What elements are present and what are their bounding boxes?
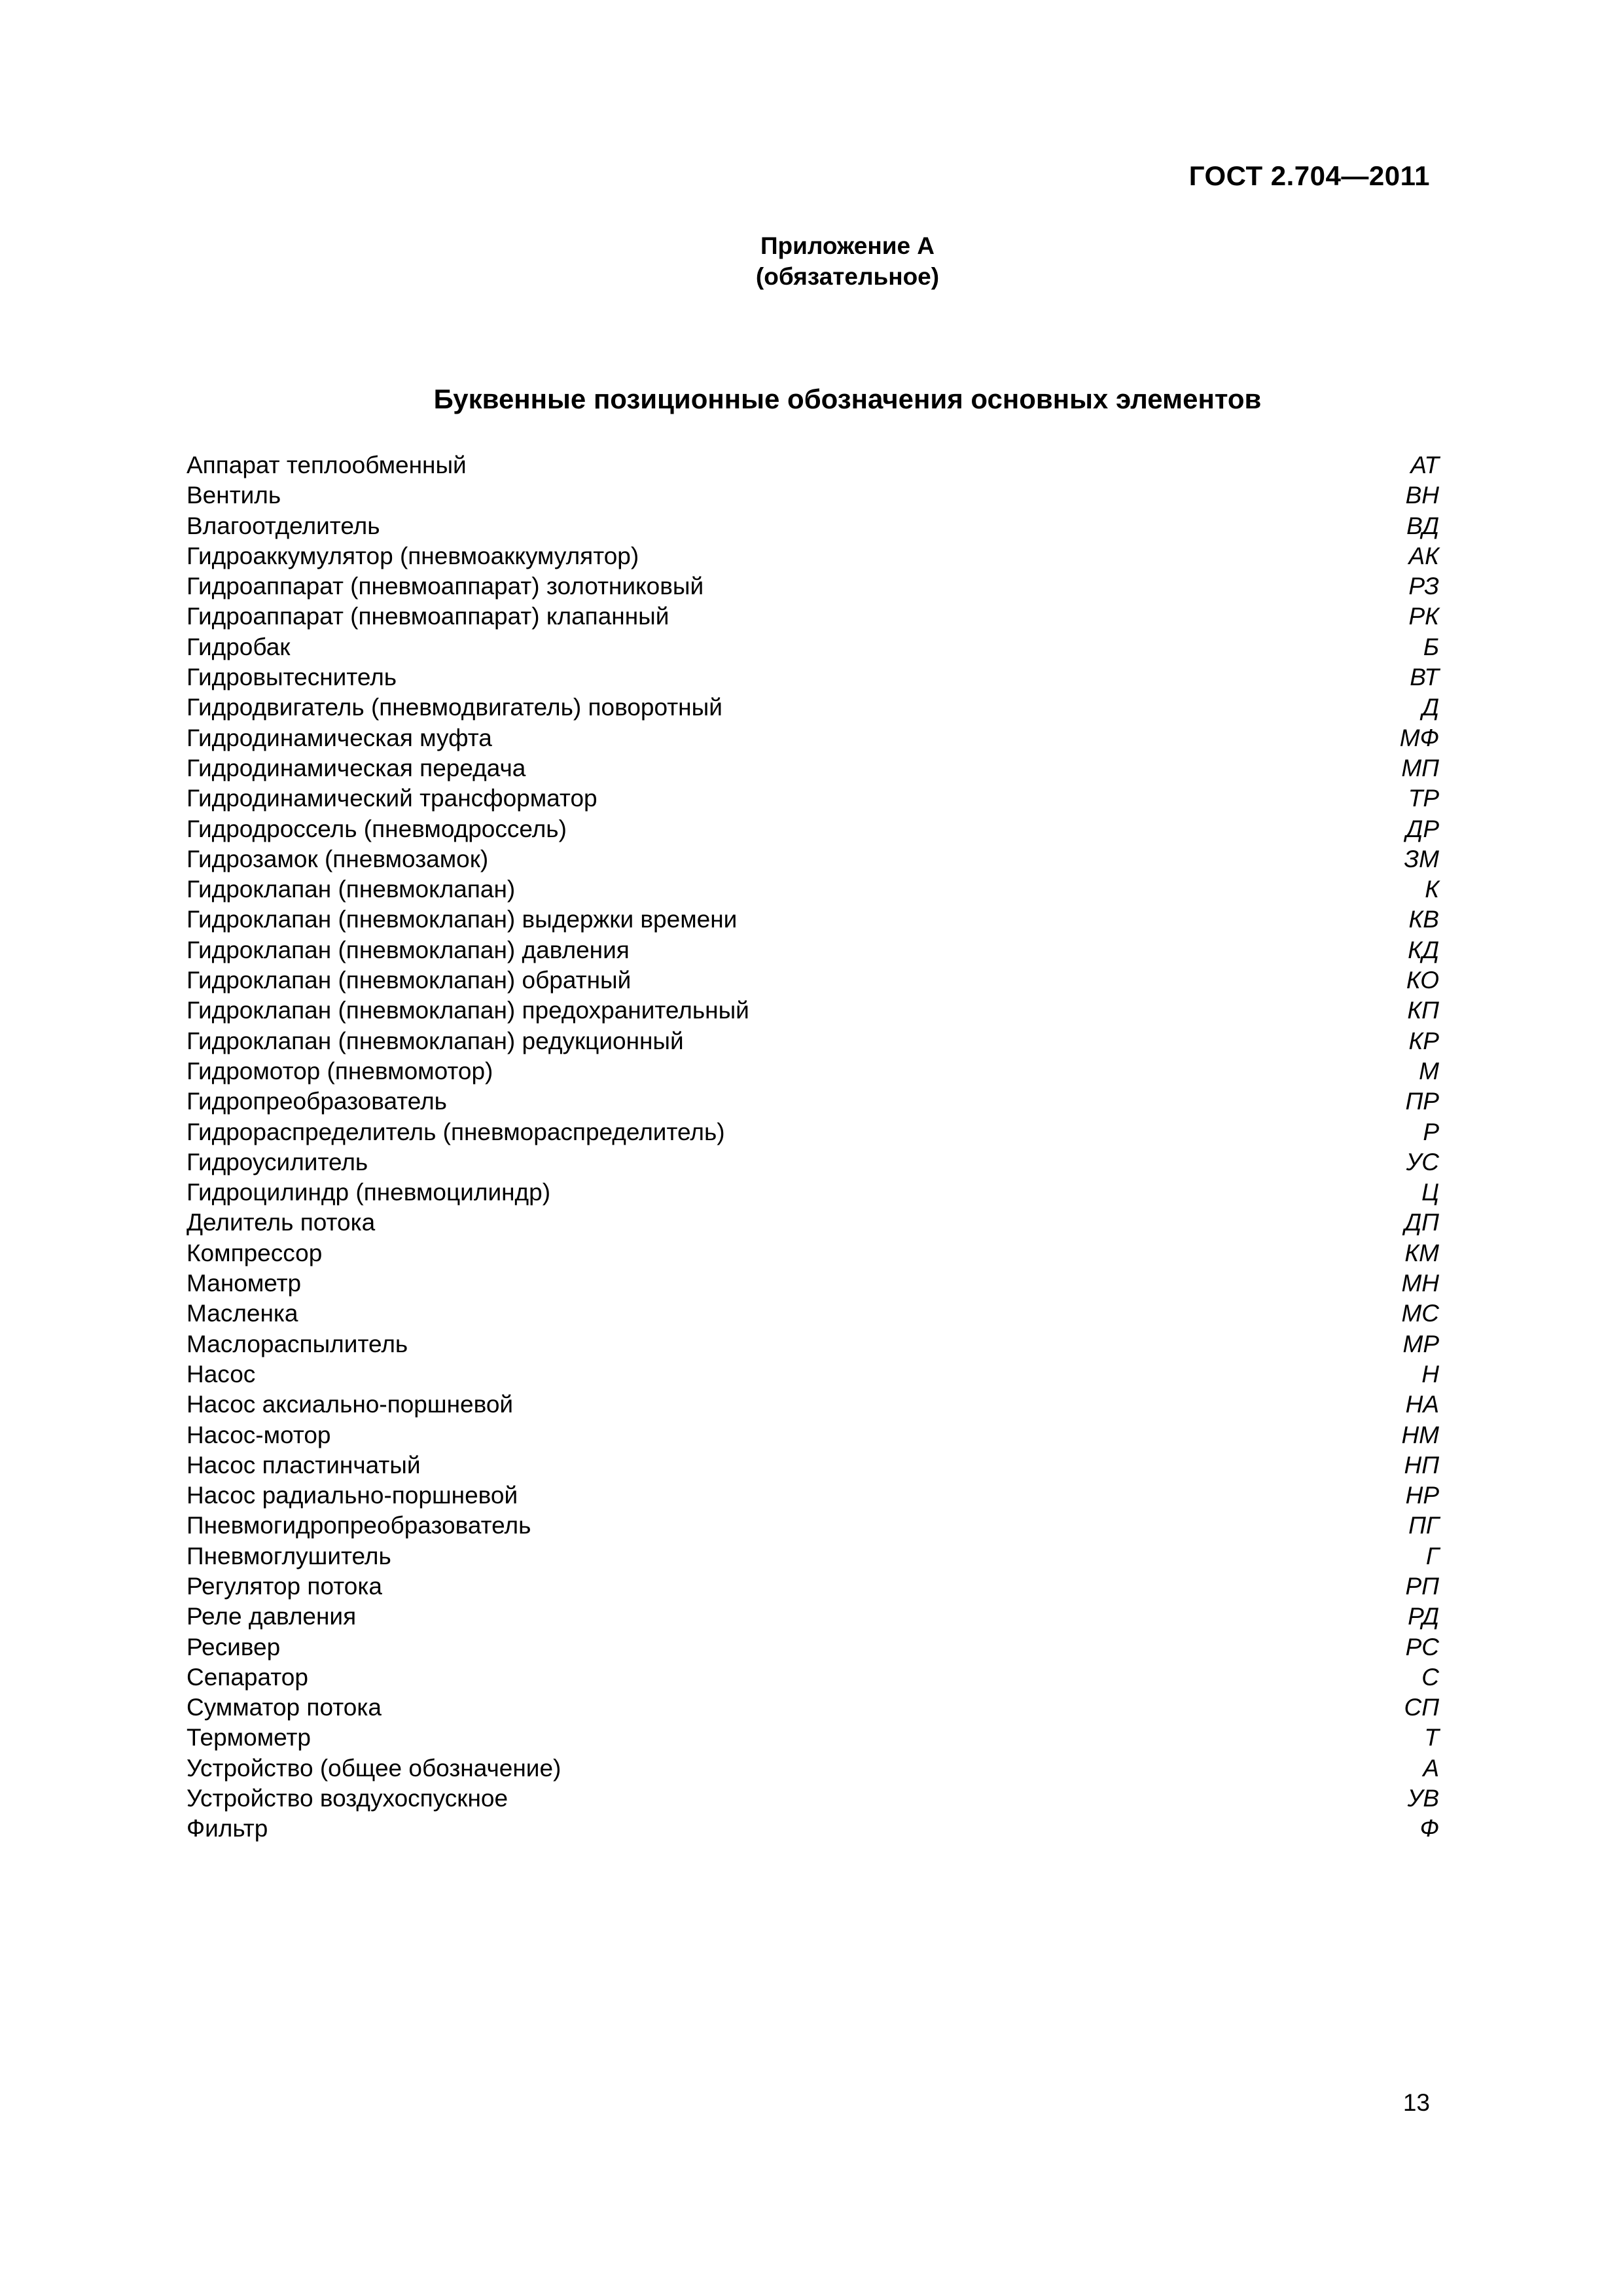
- item-code: С: [1421, 1663, 1439, 1691]
- item-name: Пневмогидропреобразователь: [187, 1512, 531, 1539]
- list-item: [187, 814, 1443, 844]
- item-code: НП: [1404, 1451, 1439, 1479]
- item-code: РД: [1408, 1603, 1439, 1630]
- item-name: Гидроклапан (пневмоклапан) выдержки времени: [187, 906, 738, 933]
- item-code: КД: [1408, 936, 1439, 963]
- list-item: [187, 480, 1443, 511]
- list-item: [187, 1086, 1443, 1117]
- item-code: Г: [1425, 1542, 1439, 1570]
- item-code: Д: [1421, 694, 1439, 721]
- item-name: Гидроклапан (пневмоклапан) обратный: [187, 967, 632, 994]
- item-name: Устройство (общее обозначение): [187, 1754, 562, 1782]
- item-name: Термометр: [187, 1724, 312, 1751]
- list-item: [187, 1147, 1443, 1177]
- list-item: [187, 450, 1443, 480]
- appendix-label: Приложение А: [760, 232, 935, 259]
- item-code: МП: [1401, 754, 1439, 781]
- item-name: Гидродроссель (пневмодроссель): [187, 815, 567, 842]
- item-name: Манометр: [187, 1270, 302, 1297]
- item-code: Б: [1423, 633, 1439, 660]
- document-code: ГОСТ 2.704—2011: [1188, 160, 1430, 191]
- item-code: ТР: [1408, 785, 1439, 812]
- item-code: НА: [1405, 1391, 1439, 1418]
- list-item: [187, 1693, 1443, 1723]
- item-code: АК: [1408, 542, 1439, 569]
- list-item: [187, 541, 1443, 571]
- item-name: Пневмоглушитель: [187, 1542, 391, 1570]
- list-item: [187, 905, 1443, 935]
- item-name: Насос-мотор: [187, 1421, 331, 1448]
- item-code: КП: [1407, 997, 1439, 1024]
- item-code: Ц: [1421, 1179, 1439, 1206]
- item-name: Регулятор потока: [187, 1572, 382, 1600]
- list-item: [187, 571, 1443, 601]
- item-code: ЗМ: [1404, 845, 1439, 872]
- item-name: Гидровытеснитель: [187, 664, 397, 691]
- item-code: КМ: [1404, 1239, 1439, 1266]
- list-item: [187, 965, 1443, 996]
- item-code: А: [1423, 1754, 1439, 1782]
- list-item: [187, 1208, 1443, 1238]
- item-code: РК: [1408, 603, 1439, 630]
- list-item: [187, 783, 1443, 814]
- list-item: [187, 1299, 1443, 1329]
- list-item: [187, 1571, 1443, 1602]
- page-number: 13: [1402, 2089, 1430, 2116]
- list-item: [187, 601, 1443, 632]
- list-item: [187, 1814, 1443, 1844]
- item-code: МР: [1402, 1330, 1439, 1357]
- list-item: [187, 1056, 1443, 1086]
- item-code: РЗ: [1408, 573, 1439, 600]
- item-code: АТ: [1410, 452, 1439, 478]
- list-item: [187, 753, 1443, 783]
- item-code: ДР: [1406, 815, 1439, 842]
- item-code: ДП: [1404, 1209, 1439, 1236]
- item-code: НМ: [1401, 1421, 1439, 1448]
- list-item: [187, 1450, 1443, 1480]
- list-item: [187, 1602, 1443, 1632]
- item-code: Р: [1423, 1118, 1439, 1145]
- item-name: Гидрозамок (пневмозамок): [187, 845, 489, 872]
- list-item: [187, 1784, 1443, 1814]
- item-name: Реле давления: [187, 1603, 357, 1630]
- item-name: Гидродвигатель (пневмодвигатель) поворотный: [187, 694, 722, 721]
- list-item: [187, 632, 1443, 662]
- item-name: Вентиль: [187, 482, 281, 509]
- item-name: Гидрораспределитель (пневмораспределитель): [187, 1118, 725, 1145]
- list-item: [187, 1359, 1443, 1390]
- item-code: ПГ: [1408, 1512, 1439, 1539]
- list-item: [187, 1390, 1443, 1420]
- list-item: [187, 1632, 1443, 1662]
- item-name: Устройство воздухоспускное: [187, 1785, 508, 1812]
- item-name: Фильтр: [187, 1815, 268, 1842]
- item-code: К: [1425, 876, 1439, 903]
- item-code: МН: [1401, 1270, 1439, 1297]
- item-code: УВ: [1407, 1785, 1439, 1812]
- item-code: НР: [1405, 1482, 1439, 1509]
- list-item: [187, 1177, 1443, 1208]
- item-name: Гидроаккумулятор (пневмоаккумулятор): [187, 542, 639, 569]
- item-name: Насос: [187, 1360, 256, 1388]
- item-name: Делитель потока: [187, 1209, 376, 1236]
- list-item: [187, 1026, 1443, 1056]
- list-item: [187, 935, 1443, 965]
- list-item: [187, 996, 1443, 1026]
- list-item: [187, 1662, 1443, 1693]
- item-code: КО: [1406, 967, 1439, 994]
- list-item: [187, 1268, 1443, 1299]
- item-code: Н: [1421, 1360, 1439, 1388]
- item-code: РС: [1405, 1633, 1439, 1660]
- appendix-status: (обязательное): [755, 263, 940, 290]
- item-name: Гидроклапан (пневмоклапан): [187, 876, 516, 903]
- item-name: Масленка: [187, 1300, 298, 1327]
- item-name: Гидроклапан (пневмоклапан) предохранительный: [187, 997, 749, 1024]
- item-code: Т: [1424, 1724, 1439, 1751]
- list-item: [187, 1723, 1443, 1753]
- item-code: МФ: [1399, 724, 1439, 751]
- item-name: Гидроаппарат (пневмоаппарат) клапанный: [187, 603, 669, 630]
- item-code: ПР: [1405, 1088, 1439, 1115]
- item-name: Насос аксиально-поршневой: [187, 1391, 514, 1418]
- item-code: УС: [1406, 1148, 1439, 1175]
- item-name: Влагоотделитель: [187, 512, 380, 539]
- list-item: [187, 511, 1443, 541]
- list-item: [187, 662, 1443, 692]
- item-name: Гидроцилиндр (пневмоцилиндр): [187, 1179, 551, 1206]
- list-item: [187, 1329, 1443, 1359]
- item-name: Гидродинамический трансформатор: [187, 785, 597, 812]
- list-item: [187, 1420, 1443, 1450]
- designation-list: [187, 450, 1443, 1844]
- item-name: Гидроаппарат (пневмоаппарат) золотниковый: [187, 573, 704, 600]
- item-code: ВТ: [1410, 664, 1439, 691]
- appendix-heading: [0, 230, 1623, 292]
- list-item: [187, 1480, 1443, 1511]
- item-code: МС: [1401, 1300, 1439, 1327]
- list-item: [187, 1753, 1443, 1784]
- list-item: [187, 723, 1443, 753]
- list-item: [187, 844, 1443, 874]
- item-name: Гидробак: [187, 633, 291, 660]
- list-item: [187, 874, 1443, 905]
- item-name: Насос радиально-поршневой: [187, 1482, 518, 1509]
- list-item: [187, 1541, 1443, 1571]
- item-name: Гидропреобразователь: [187, 1088, 447, 1115]
- item-code: РП: [1405, 1572, 1439, 1600]
- item-name: Компрессор: [187, 1239, 323, 1266]
- item-name: Гидроусилитель: [187, 1148, 368, 1175]
- list-item: [187, 1117, 1443, 1147]
- item-name: Аппарат теплообменный: [187, 452, 467, 478]
- item-name: Гидродинамическая муфта: [187, 724, 492, 751]
- item-name: Сумматор потока: [187, 1694, 382, 1721]
- list-item: [187, 692, 1443, 723]
- item-code: КР: [1408, 1027, 1439, 1054]
- item-code: ВН: [1405, 482, 1439, 509]
- list-item: [187, 1511, 1443, 1541]
- item-name: Насос пластинчатый: [187, 1451, 421, 1479]
- item-name: Гидромотор (пневмомотор): [187, 1057, 493, 1085]
- item-code: Ф: [1419, 1815, 1439, 1842]
- item-code: ВД: [1406, 512, 1439, 539]
- item-code: СП: [1404, 1694, 1439, 1721]
- list-item: [187, 1238, 1443, 1268]
- item-code: КВ: [1408, 906, 1439, 933]
- item-name: Маслораспылитель: [187, 1330, 408, 1357]
- page-title: Буквенные позиционные обозначения основных элементов: [433, 384, 1262, 414]
- item-name: Гидроклапан (пневмоклапан) редукционный: [187, 1027, 684, 1054]
- item-name: Ресивер: [187, 1633, 281, 1660]
- item-name: Гидроклапан (пневмоклапан) давления: [187, 936, 630, 963]
- item-code: М: [1419, 1057, 1439, 1085]
- item-name: Гидродинамическая передача: [187, 754, 526, 781]
- item-name: Сепаратор: [187, 1663, 308, 1691]
